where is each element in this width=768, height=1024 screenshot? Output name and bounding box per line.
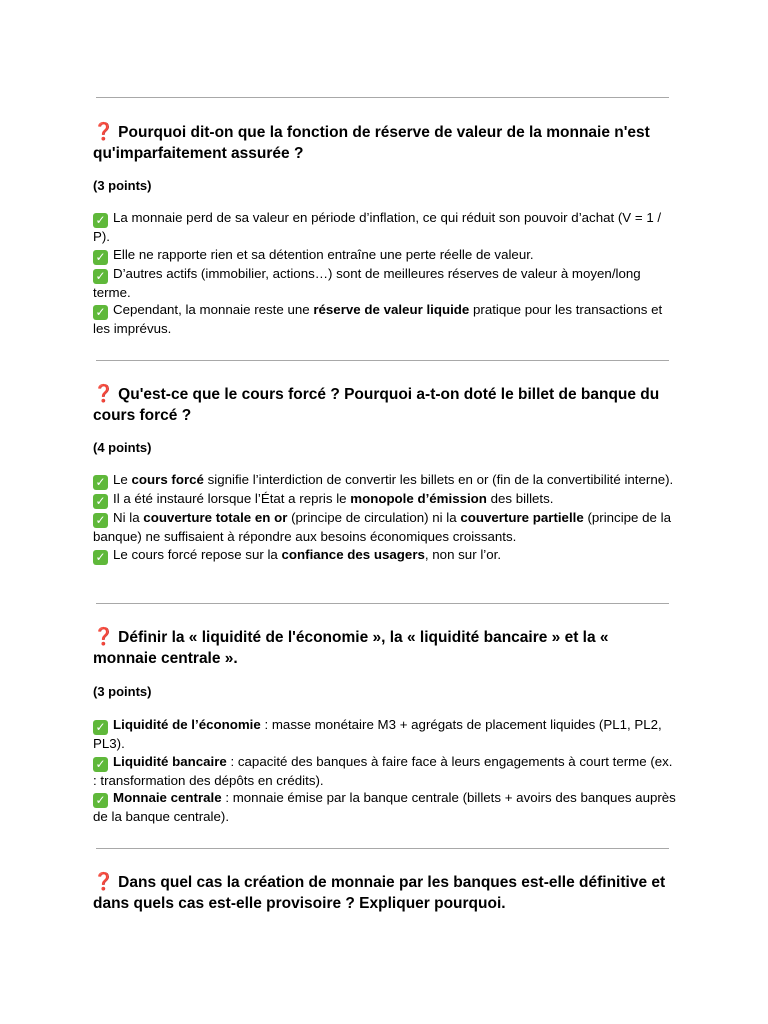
answer-key-term: couverture partielle [460, 510, 584, 525]
question-text: Définir la « liquidité de l'économie », la « liquidité bancaire » et la « monnaie centrale ». [93, 629, 609, 667]
answer-key-term: cours forcé [131, 472, 204, 487]
answer-item [93, 471, 678, 490]
question-text: Dans quel cas la création de monnaie par les banques est-elle définitive et dans quels cas est-elle provisoire ? Expliquer pourquoi. [93, 874, 666, 912]
question-heading [93, 871, 673, 914]
section-divider [96, 848, 669, 849]
answer-text: La monnaie perd de sa valeur en période d’inflation, ce qui réduit son pouvoir d’achat (V = 1 / P). [93, 210, 662, 244]
answer-text: D’autres actifs (immobilier, actions…) sont de meilleures réserves de valeur à moyen/long terme. [93, 265, 641, 300]
answer-text: (principe de la banque) ne suffisaient à répondre aux besoins économiques croissants. [93, 510, 671, 544]
section-divider [96, 603, 669, 604]
question-mark-icon: ❓ [93, 872, 115, 891]
answer-item [93, 209, 678, 246]
answer-key-term: Liquidité de l’économie [113, 717, 261, 732]
answer-key-term: monopole d’émission [350, 491, 487, 506]
check-mark-icon: ✓ [93, 475, 108, 490]
points-label: (3 points) [93, 178, 152, 193]
answer-text: signifie l’interdiction de convertir les billets en or (fin de la convertibilité interne). [203, 472, 674, 487]
section-divider [96, 360, 669, 361]
answer-text: Ni la [113, 510, 144, 525]
question-heading [93, 383, 673, 426]
check-mark-icon: ✓ [93, 494, 108, 509]
answer-item [93, 246, 678, 265]
question-heading [93, 121, 673, 164]
answer-text: Le [113, 472, 132, 487]
check-mark-icon: ✓ [93, 305, 108, 320]
question-mark-icon: ❓ [93, 384, 115, 403]
answer-item [93, 546, 678, 565]
check-mark-icon: ✓ [93, 550, 108, 565]
answer-item [93, 753, 678, 790]
answer-key-term: Liquidité bancaire [113, 753, 227, 769]
check-mark-icon: ✓ [93, 250, 108, 265]
answer-list [93, 471, 678, 565]
answer-text: Elle ne rapporte rien et sa détention entraîne une perte réelle de valeur. [113, 246, 534, 262]
answer-item [93, 265, 678, 302]
answer-item [93, 789, 678, 826]
answer-list [93, 209, 678, 338]
answer-text: des billets. [486, 491, 554, 506]
question-heading [93, 626, 673, 669]
answer-list [93, 716, 678, 826]
question-mark-icon: ❓ [93, 627, 115, 646]
check-mark-icon: ✓ [93, 269, 108, 284]
answer-item [93, 716, 678, 753]
answer-key-term: réserve de valeur liquide [313, 302, 470, 318]
answer-text: Il a été instauré lorsque l’État a repris le [113, 491, 351, 506]
check-mark-icon: ✓ [93, 213, 108, 228]
answer-text: Le cours forcé repose sur la [113, 546, 282, 562]
answer-text: (principe de circulation) ni la [287, 510, 461, 525]
check-mark-icon: ✓ [93, 513, 108, 528]
points-label: (3 points) [93, 684, 152, 699]
answer-text: : masse monétaire M3 + agrégats de placement liquides (PL1, PL2, PL3). [93, 717, 662, 751]
answer-item [93, 301, 678, 338]
question-mark-icon: ❓ [93, 122, 115, 141]
check-mark-icon: ✓ [93, 720, 108, 735]
points-label: (4 points) [93, 440, 152, 455]
answer-text: Cependant, la monnaie reste une [113, 302, 314, 318]
answer-item [93, 509, 678, 546]
answer-text: , non sur l’or. [424, 546, 502, 562]
answer-text: : capacité des banques à faire face à leurs engagements à court terme (ex. : transformation des dépôts en crédits). [93, 753, 673, 788]
answer-text: : monnaie émise par la banque centrale (billets + avoirs des banques auprès de la banque centrale). [93, 790, 676, 825]
check-mark-icon: ✓ [93, 757, 108, 772]
answer-item [93, 490, 678, 509]
answer-key-term: confiance des usagers [281, 546, 425, 562]
answer-key-term: couverture totale en or [143, 510, 288, 525]
answer-key-term: Monnaie centrale [113, 790, 222, 806]
question-text: Qu'est-ce que le cours forcé ? Pourquoi a-t-on doté le billet de banque du cours forcé ? [93, 386, 660, 424]
question-text: Pourquoi dit-on que la fonction de réserve de valeur de la monnaie n'est qu'imparfaitement assurée ? [93, 124, 650, 162]
section-divider [96, 97, 669, 98]
check-mark-icon: ✓ [93, 793, 108, 808]
answer-text: pratique pour les transactions et les imprévus. [93, 302, 663, 337]
